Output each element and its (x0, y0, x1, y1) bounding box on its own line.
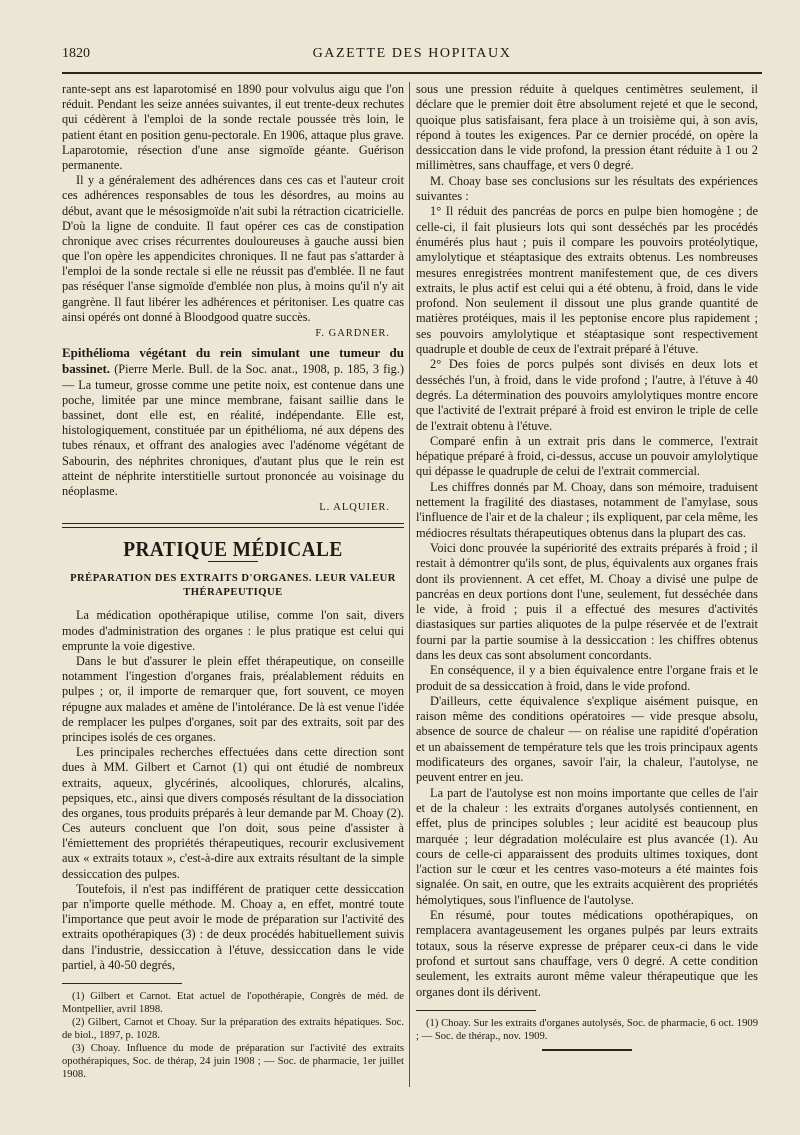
body-paragraph: La part de l'autolyse est non moins importante que celles de l'air et de la chaleur : les extraits d'organes autolysés contiennent, en effet, plus de principes solubles ; leur acidité est beaucoup plus marquée ; leur dégradation moléculaire est plus avancée (1). Au cours de celle-ci apparaissent des produits ultimes toxiques, dont l'action sur le cœur et les centres vaso-moteurs a été maintes fois signalée. On sait, en outre, que les extraits acquièrent des propriétés hémolytiques, sous l'influence de l'autolyse. (416, 785, 758, 907)
article-title: Epithélioma végétant du rein simulant une tumeur du bassinet. (62, 345, 404, 377)
body-paragraph: Dans le but d'assurer le plein effet thérapeutique, on conseille notamment l'ingestion d'organes frais, préalablement réduits en pulpes ; or, il importe de remarquer que, fort souvent, ce moyen répugne aux malades et amène de l'intolérance. De là est venue l'idée de remplacer les pulpes d'organes, soit par des extraits, soit par des principes isolés de ces organes. (62, 654, 404, 744)
body-paragraph: En conséquence, il y a bien équivalence entre l'organe frais et le produit de sa dessiccation à froid, dans le vide profond. (416, 663, 758, 693)
body-paragraph: 1° Il réduit des pancréas de porcs en pulpe bien homogène ; de celle-ci, il fait plusieurs lots qui sont desséchés par les procédés énumérés plus haut ; puis il compare les pouvoirs protéolytique, amylolytique et stéaptasique des extraits obtenus. Les nombreuses mesures enregistrées montrent manifestement que, de ces divers extraits, le plus actif est celui qui a été obtenu, à froid, dans le vide profond. Non seulement il dissout une plus grande quantité de matières protéiques, mais il les peptonise encore plus rapidement ; ses pouvoirs amylolytique et stéaptasique sont respectivement quadruple et double de ceux de l'extrait préparé à l'étuve. (416, 204, 758, 357)
subsection-title: PRÉPARATION DES EXTRAITS D'ORGANES. LEUR VALEUR THÉRAPEUTIQUE (70, 573, 396, 599)
body-paragraph: En résumé, pour toutes médications opothérapiques, on remplacera avantageusement les organes pulpés par leurs extraits totaux, sous la réserve expresse de préparer ceux-ci dans le vide profond et surtout sans chauffage, vers 0 degré. A cette condition seulement, les extraits auront même valeur thérapeutique que les organes dont ils dérivent. (416, 908, 758, 999)
body-paragraph: Les chiffres donnés par M. Choay, dans son mémoire, traduisent nettement la fragilité des diastases, notamment de l'amylase, sous l'influence de l'air et de la chaleur ; ils expliquent, par cela même, les médiocres résultats thérapeutiques obtenus dans la plupart des cas. (416, 479, 758, 540)
footnote-rule (416, 1010, 536, 1011)
body-paragraph: 2° Des foies de porcs pulpés sont divisés en deux lots et desséchés l'un, à froid, dans le vide profond ; l'autre, à l'étuve à 40 degrés. La détermination des pouvoirs amylolytiques montre encore que l'activité de l'extrait préparé à froid est environ le triple de celle de l'extrait obtenu à l'étuve. (416, 357, 758, 433)
body-paragraph: D'ailleurs, cette équivalence s'explique aisément puisque, en raison même des conditions opératoires — vide presque absolu, absence de source de chaleur — on réalise une rapidité d'opération et un abaissement de température tels que les trois principaux agents modificateurs des organes, savoir l'air, la chaleur, l'autolyse, ne peuvent entrer en jeu. (416, 693, 758, 785)
article-reference: (Pierre Merle. Bull. de la Soc. anat., 1908, p. 185, 3 fig.) (114, 362, 405, 377)
body-paragraph: La médication opothérapique utilise, comme l'on sait, divers modes d'administration des organes : le plus pratique est celui qui emprunte la voie digestive. (62, 608, 404, 653)
section-title: PRATIQUE MÉDICALE (123, 537, 343, 562)
footnote: (3) Choay. Influence du mode de préparation sur l'activité des extraits opothérapiques, Soc. de thérap, 24 juin 1908 ; — Soc. de pharmacie, 1er juillet 1908. (62, 1042, 404, 1080)
footnote: (2) Gilbert, Carnot et Choay. Sur la préparation des extraits hépatiques. Soc. de biol., 1897, p. 1028. (62, 1016, 404, 1041)
body-paragraph: Toutefois, il n'est pas indifférent de pratiquer cette dessiccation par n'importe quelle méthode. M. Choay a, en effet, montré toute l'importance que peut avoir le mode de préparation sur l'activité des extraits opothérapiques (3) : de deux procédés habituellement suivis dans l'industrie, dessiccation à l'étuve, dessiccation dans le vide partiel, à 40-50 degrés, (62, 881, 404, 972)
body-paragraph: M. Choay base ses conclusions sur les résultats des expériences suivantes : (416, 173, 758, 204)
footnote: (1) Gilbert et Carnot. Etat actuel de l'opothérapie, Congrès de méd. de Montpellier, avril 1898. (62, 990, 404, 1015)
continuation-paragraph: rante-sept ans est laparotomisé en 1890 pour volvulus aigu que l'on réduit. Pendant les seize années suivantes, il eut trente-deux rechutes qui cédèrent à l'emploi de la sonde rectale poussée très loin, le patient étant en position genu-pectorale. En 1906, attaque plus grave. Laparotomie, résection d'une anse sigmoïde géante. Guérison permanente. (62, 82, 404, 172)
signature-gardner: F. GARDNER. (315, 328, 390, 339)
body-paragraph: Comparé enfin à un extrait pris dans le commerce, l'extrait hépatique préparé à froid, ci-dessus, accuse un pouvoir amylolytique qui dépasse le quadruple de celui de l'extrait commercial. (416, 433, 758, 479)
section-title-rule (208, 561, 258, 562)
column-divider (409, 82, 410, 1087)
left-column (62, 82, 404, 1081)
continuation-paragraph: Il y a généralement des adhérences dans ces cas et l'auteur croit ces adhérences responsables de tous les désordres, au moins au début, avant que le mésosigmoïde n'ait subi la rétraction cicatricielle. D'où la ligne de conduite. Il faut opérer ces cas de constipation chronique avec crises récurrentes douloureuses à gauche aussi bien que l'on opère les appendicites chroniques. Il ne faut pas s'attarder à l'emploi de la sonde rectale si elle ne réussit pas d'emblée. Il ne faut pas réséquer l'anse sigmoïde d'emblée non plus, à moins qu'il n'y ait gangrène. Il faut libérer les adhérences et péritoniser. Les quatre cas ainsi opérés ont donné à Bloodgood quatre succès. (62, 173, 404, 324)
header-rule (62, 72, 762, 74)
body-paragraph: Les principales recherches effectuées dans cette direction sont dues à MM. Gilbert et Carnot (1) qui ont étudié de nombreux extraits, aqueux, glycérinés, alcooliques, chlorurés, alcalins, pepsiques, etc., ainsi que divers composés résultant de la dissociation des organes, tous produits préparés à leur demande par M. Choay (2). Ces auteurs concluent que l'on doit, sous peine d'assister à l'émiettement des propriétés thérapeutiques, recourir exclusivement aux « extraits totaux », c'est-à-dire aux extraits résultant de la simple dessiccation des pulpes. (62, 745, 404, 881)
right-column (416, 82, 758, 1051)
page-number: 1820 (62, 46, 90, 61)
end-ornament (542, 1049, 632, 1051)
footnote: (1) Choay. Sur les extraits d'organes autolysés, Soc. de pharmacie, 6 oct. 1909 ; — Soc. de thérap., nov. 1909. (416, 1017, 758, 1042)
footnotes-right (416, 1017, 758, 1043)
journal-title: GAZETTE DES HOPITAUX (312, 46, 512, 61)
section-divider (62, 523, 404, 528)
signature-alquier: L. ALQUIER. (319, 502, 390, 514)
body-paragraph: sous une pression réduite à quelques centimètres seulement, il déclare que le premier doit être absolument rejeté et que le second, quoique plus satisfaisant, fera place à un troisième qui, à son avis, répond à toutes les exigences. Par ce dernier procédé, on opère la dessiccation dans le vide profond, la pression étant réduite à 1 ou 2 millimètres, sans chauffage, et vers 0 degré. (416, 82, 758, 173)
article-body: — La tumeur, grosse comme une petite noix, est contenue dans une poche, limitée par une mince membrane, faisant saillie dans le bassinet, dont elle est, en réalité, indépendante. Elle est, histologiquement, constituée par un épithélioma, né aux dépens des tubes rénaux, et offrant des analogies avec l'adénome végétant de Sabourin, des néphrites chroniques, d'autant plus que le rein est atteint de néphrite interstitielle surtout prononcée au voisinage du néoplasme. (62, 377, 404, 498)
footnotes-left (62, 990, 404, 1081)
body-paragraph: Voici donc prouvée la supériorité des extraits préparés à froid ; il restait à démontrer qu'ils sont, de plus, équivalents aux organes frais dont ils proviennent. A cet effet, M. Choay a divisé une pulpe de pancréas en deux portions dont l'une, seulement, fut desséchée dans le vide, à froid ; puis il a effectué des mesures d'activités diastasiques sur parties aliquotes de la pulpe réservée et de l'extrait fourni par la partie soumise à la dessiccation : les chiffres obtenus dans les deux cas sont absolument concordants. (416, 540, 758, 662)
article-epithelioma (62, 345, 404, 499)
footnote-rule (62, 983, 182, 984)
running-head (62, 46, 762, 66)
